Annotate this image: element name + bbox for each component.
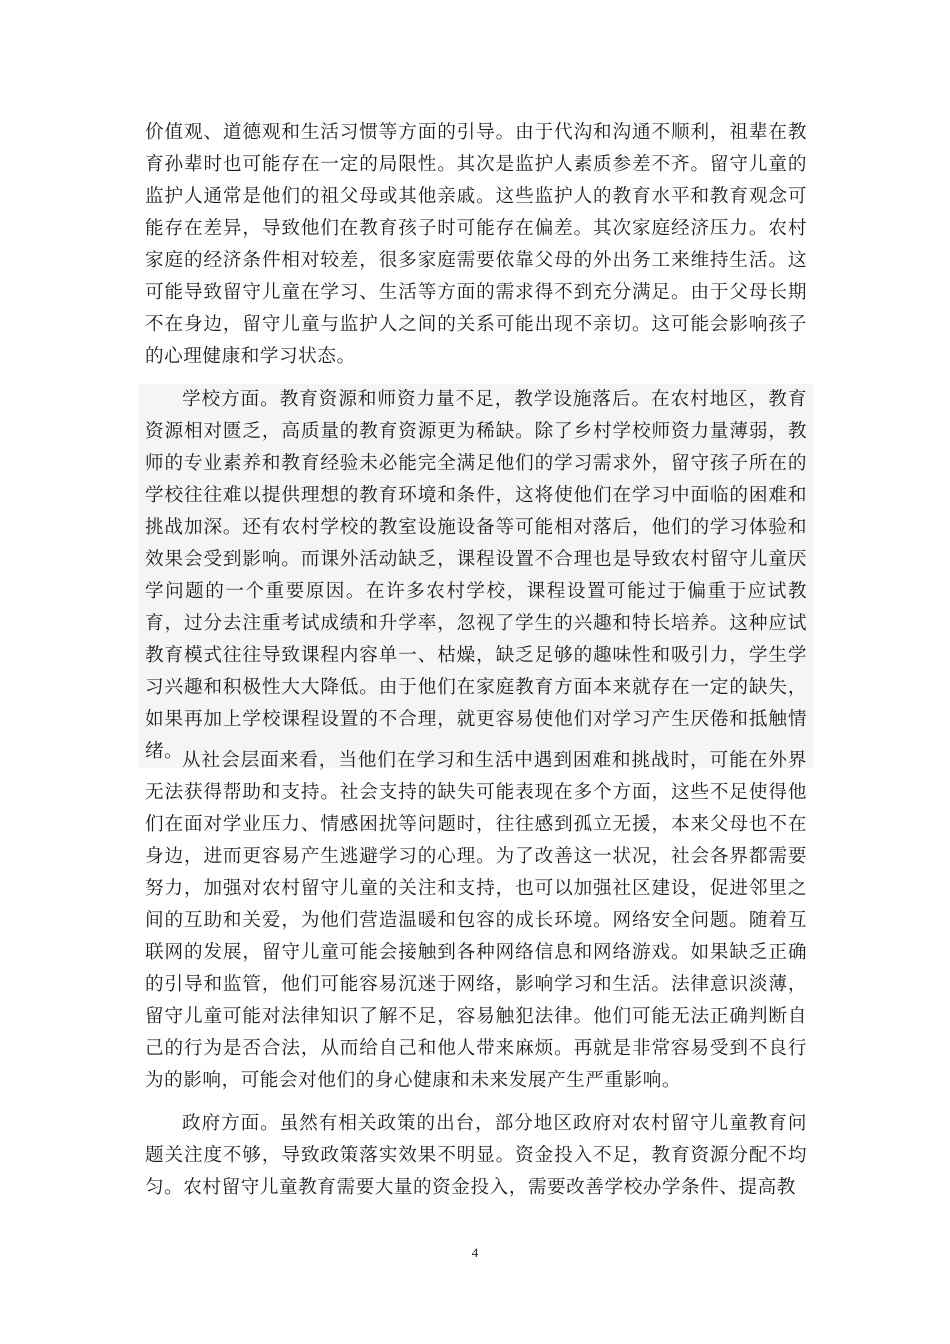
paragraph-school-aspect: 学校方面。教育资源和师资力量不足，教学设施落后。在农村地区，教育资源相对匮乏，高质量的教育资源更为稀缺。除了乡村学校师资力量薄弱，教师的专业素养和教育经验未必能完全满足他们的学习需求外，留守孩子所在的学校往往难以提供理想的教育环境和条件，这将使他们在学习中面临的困难和挑战加深。还有农村学校的教室设施设备等可能相对落后，他们的学习体验和效果会受到影响。而课外活动缺乏，课程设置不合理也是导致农村留守儿童厌学问题的一个重要原因。在许多农村学校，课程设置可能过于偏重于应试教育，过分去注重考试成绩和升学率，忽视了学生的兴趣和特长培养。这种应试教育模式往往导致课程内容单一、枯燥，缺乏足够的趣味性和吸引力，学生学习兴趣和积极性大大降低。由于他们在家庭教育方面本来就存在一定的缺失，如果再加上学校课程设置的不合理，就更容易使他们对学习产生厌倦和抵触情绪。 <box>139 384 813 768</box>
page-number: 4 <box>471 1245 479 1260</box>
paragraph-family-guardianship: 价值观、道德观和生活习惯等方面的引导。由于代沟和沟通不顺利，祖辈在教育孙辈时也可能存在一定的局限性。其次是监护人素质参差不齐。留守儿童的监护人通常是他们的祖父母或其他亲戚。这些监护人的教育水平和教育观念可能存在差异，导致他们在教育孩子时可能存在偏差。其次家庭经济压力。农村家庭的经济条件相对较差，很多家庭需要依靠父母的外出务工来维持生活。这可能导致留守儿童在学习、生活等方面的需求得不到充分满足。由于父母长期不在身边，留守儿童与监护人之间的关系可能出现不亲切。这可能会影响孩子的心理健康和学习状态。 <box>145 122 807 367</box>
paragraph-government-aspect: 政府方面。虽然有相关政策的出台，部分地区政府对农村留守儿童教育问题关注度不够，导致政策落实效果不明显。资金投入不足，教育资源分配不均匀。农村留守儿童教育需要大量的资金投入，需要改善学校办学条件、提高教 <box>145 1113 807 1198</box>
paragraph-social-aspect: 从社会层面来看，当他们在学习和生活中遇到困难和挑战时，可能在外界无法获得帮助和支持。社会支持的缺失可能表现在多个方面，这些不足使得他们在面对学业压力、情感困扰等问题时，往往感到孤立无援，本来父母也不在身边，进而更容易产生逃避学习的心理。为了改善这一状况，社会各界都需要努力，加强对农村留守儿童的关注和支持，也可以加强社区建设，促进邻里之间的互助和关爱，为他们营造温暖和包容的成长环境。网络安全问题。随着互联网的发展，留守儿童可能会接触到各种网络信息和网络游戏。如果缺乏正确的引导和监管，他们可能容易沉迷于网络，影响学习和生活。法律意识淡薄，留守儿童可能对法律知识了解不足，容易触犯法律。他们可能无法正确判断自己的行为是否合法，从而给自己和他人带来麻烦。再就是非常容易受到不良行为的影响，可能会对他们的身心健康和未来发展产生严重影响。 <box>145 750 807 1091</box>
